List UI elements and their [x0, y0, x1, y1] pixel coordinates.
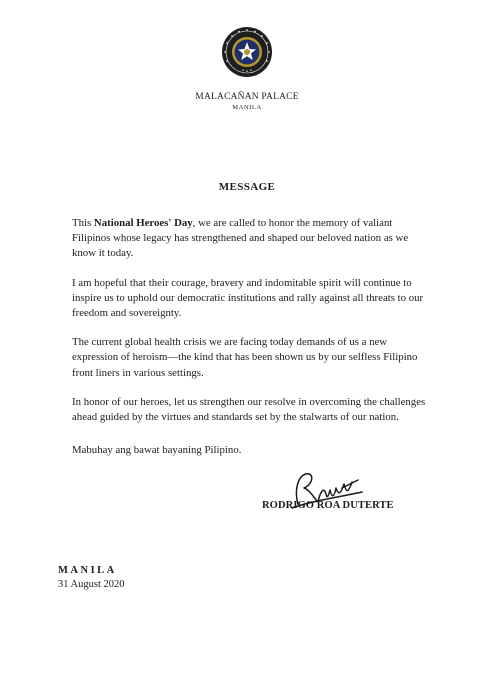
- paragraph-4: In honor of our heroes, let us strengthen our resolve in overcoming the challenges ahead guided by the virtues and standards set by the stalwarts of our nation.: [72, 395, 426, 424]
- place-line: MANILA: [58, 565, 117, 576]
- letterhead-title: MALACAÑAN PALACE: [195, 92, 299, 102]
- message-body: [72, 216, 432, 472]
- date-line: 31 August 2020: [58, 579, 125, 590]
- paragraph-2: I am hopeful that their courage, bravery and indomitable spirit will continue to inspire us to uphold our democratic institutions and rally against all threats to our freedom and sovereignty.: [72, 276, 424, 320]
- occasion-name: National Heroes' Day: [93, 217, 193, 229]
- paragraph-1-rest: , we are called to honor the memory of valiant Filipinos whose legacy has strengthened and shaped our beloved nation as we know it today.: [72, 217, 409, 260]
- paragraph-1-lead: This: [72, 217, 94, 229]
- presidential-seal-icon: [221, 26, 273, 78]
- paragraph-3: The current global health crisis we are facing today demands of us a new expression of heroism—the kind that has been shown us by our selfless Filipino front liners in various settings.: [72, 336, 418, 379]
- letterhead-subtitle: MANILA: [232, 104, 262, 111]
- paragraph-1: [72, 216, 432, 262]
- message-heading: MESSAGE: [218, 181, 276, 193]
- signatory-name: RODRIGO ROA DUTERTE: [262, 500, 394, 511]
- closing-line: Mabuhay ang bawat bayaning Pilipino.: [72, 444, 242, 457]
